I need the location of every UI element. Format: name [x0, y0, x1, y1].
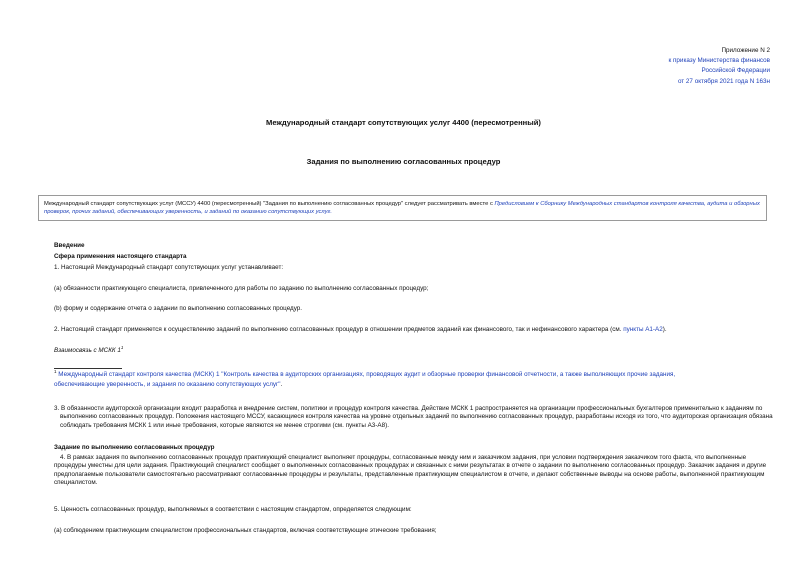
appendix-line-1: Приложение N 2 [721, 47, 770, 54]
paragraph-5a: (a) соблюдением практикующим специалистом профессиональных стандартов, включая соответствующие этические требования; [54, 527, 437, 534]
preface-link[interactable]: Предисловием к Сборнику Международных стандартов контроля качества, аудита и обзорных проверок, прочих заданий, обеспечивающих уверенность, и заданий по оказанию сопутствующих услуг. [44, 201, 760, 216]
preface-note-box [38, 195, 767, 221]
appendix-line-2[interactable]: к приказу Министерства финансов [668, 57, 770, 65]
intro-heading: Введение [54, 242, 85, 249]
paragraph-5: 5. Ценность согласованных процедур, выполняемых в соответствии с настоящим стандартом, определяется следующим: [54, 506, 412, 513]
footnote-cont: обеспечивающие уверенность, и задания по оказанию сопутствующих услуг". [54, 381, 283, 388]
paragraph-3: 3. В обязанности аудиторской организации входит разработка и внедрение систем, политики и процедур контроля качества. Действие МСКК 1 распространяется на организации профессиональных бухгалтеров применительно к заданиям по выполнению согласованных процедур. Положения настоящего МССУ, касающиеся контроля качества на уровне отдельных заданий по выполнению согласованных процедур, разработаны исходя из того, что аудиторская организация обязана соблюдать требования МСКК 1 или иные требования, которые являются не менее строгими (см. пункты А3-А8). [54, 405, 773, 429]
appendix-line-4[interactable]: от 27 октября 2021 года N 163н [677, 77, 770, 85]
appendix-reference [669, 46, 770, 87]
appendix-line-3[interactable]: Российской Федерации [701, 67, 770, 75]
footnote-marker: 1 [54, 368, 57, 374]
paragraph-1b: (b) форму и содержание отчета о задании по выполнению согласованных процедур. [54, 305, 303, 312]
paragraph-2: 2. Настоящий стандарт применяется к осуществлению заданий по выполнению согласованных процедур в отношении предметов заданий как финансового, так и нефинансового характера (см. пункты A1-A2). [54, 326, 667, 333]
paragraph-1: 1. Настоящий Международный стандарт сопутствующих услуг устанавливает: [54, 264, 284, 271]
footnote-divider [54, 368, 122, 369]
footnote-link-2[interactable]: обеспечивающие уверенность, и задания по оказанию сопутствующих услуг" [54, 381, 281, 388]
footnote [54, 368, 676, 379]
iscq-heading: Взаимосвязь с МСКК $1^1$ [54, 344, 124, 354]
preface-note-text: Международный стандарт сопутствующих услуг (МССУ) 4400 (пересмотренный) "Задания по выполнению согласованных процедур" следует рассматривать вместе с [44, 201, 495, 207]
paragraph-1a: (a) обязанности практикующего специалиста, привлеченного для работы по заданию по выполнению согласованных процедур; [54, 285, 429, 292]
engagement-heading: Задание по выполнению согласованных процедур [54, 444, 215, 451]
paragraph-2-link[interactable]: пункты A1-A2 [623, 326, 663, 333]
footnote-ref[interactable]: 1 [120, 344, 124, 350]
document-title: Международный стандарт сопутствующих услуг 4400 (пересмотренный) [266, 118, 541, 127]
scope-heading: Сфера применения настоящего стандарта [54, 253, 187, 260]
footnote-link-1[interactable]: Международный стандарт контроля качества (МСКК) 1 "Контроль качества в аудиторских организациях, проводящих аудит и обзорные проверки финансовой отчетности, а также выполняющих прочие задания, [58, 371, 676, 378]
paragraph-4: 4. В рамках задания по выполнению согласованных процедур практикующий специалист выполняет процедуры, согласованные между ним и заказчиком задания, при условии подтверждения заказчиком того факта, что выполненные процедуры уместны для цели задания. Практикующий специалист сообщает о выполненных согласованных процедурах и связанных с ними результатах в отчете о задании по выполнению согласованных процедур. Заказчик задания и другие предполагаемые пользователи самостоятельно рассматривают согласованные процедуры и результаты, представленные практикующим специалистом в отчете, и делают собственные выводы на основе работы, выполненной практикующим специалистом. [54, 454, 767, 486]
document-subtitle: Задания по выполнению согласованных процедур [306, 157, 501, 166]
